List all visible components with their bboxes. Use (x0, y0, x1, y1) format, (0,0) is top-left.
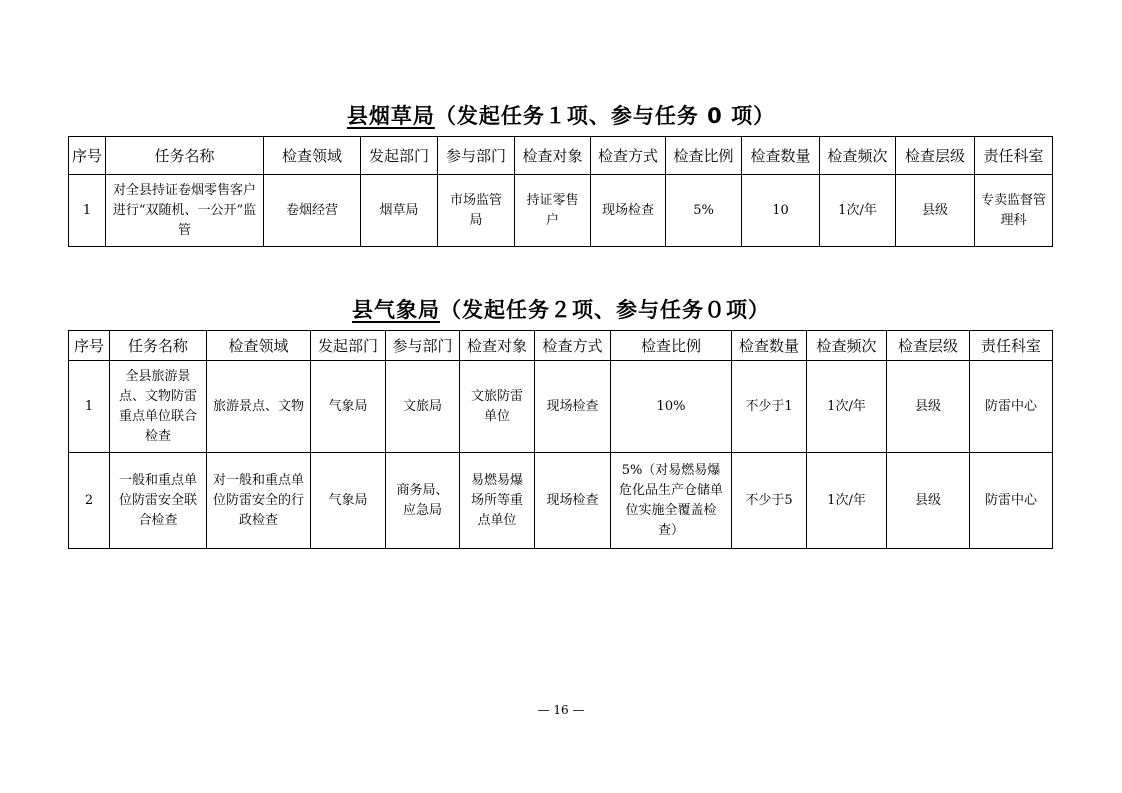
cell-target: 文旅防雷单位 (460, 361, 535, 453)
cell-ratio: 5% (666, 175, 742, 247)
cell-initiator: 烟草局 (361, 175, 438, 247)
header-quantity: 检查数量 (742, 137, 820, 175)
section-title-meteorology (0, 294, 1122, 324)
cell-level: 县级 (896, 175, 975, 247)
header-index: 序号 (69, 331, 110, 361)
table-row (69, 175, 1053, 247)
cell-participant: 市场监管局 (438, 175, 515, 247)
cell-target: 持证零售户 (515, 175, 591, 247)
cell-task-name: 全县旅游景点、文物防雷重点单位联合检查 (110, 361, 207, 453)
cell-field: 卷烟经营 (264, 175, 361, 247)
page-number: — 16 — (537, 703, 585, 717)
section-title-name: 县烟草局 (346, 104, 435, 128)
meteorology-task-table (68, 330, 1053, 549)
header-field: 检查领域 (264, 137, 361, 175)
cell-task-name: 一般和重点单位防雷安全联合检查 (110, 453, 207, 549)
cell-level: 县级 (887, 361, 970, 453)
cell-level: 县级 (887, 453, 970, 549)
header-target: 检查对象 (515, 137, 591, 175)
header-method: 检查方式 (535, 331, 611, 361)
cell-frequency: 1次/年 (820, 175, 896, 247)
cell-frequency: 1次/年 (807, 453, 887, 549)
header-level: 检查层级 (887, 331, 970, 361)
header-index: 序号 (69, 137, 106, 175)
cell-quantity: 不少于1 (732, 361, 807, 453)
cell-department: 防雷中心 (970, 453, 1053, 549)
cell-ratio: 5%（对易燃易爆危化品生产仓储单位实施全覆盖检查） (611, 453, 732, 549)
table-row (69, 361, 1053, 453)
header-frequency: 检查频次 (820, 137, 896, 175)
cell-department: 专卖监督管理科 (975, 175, 1053, 247)
header-target: 检查对象 (460, 331, 535, 361)
cell-method: 现场检查 (535, 453, 611, 549)
header-level: 检查层级 (896, 137, 975, 175)
tobacco-task-table (68, 136, 1053, 247)
cell-ratio: 10% (611, 361, 732, 453)
cell-target: 易燃易爆场所等重点单位 (460, 453, 535, 549)
cell-participant: 文旅局 (386, 361, 460, 453)
section-title-suffix: （发起任务２项、参与任务０项） (440, 298, 770, 322)
cell-initiator: 气象局 (311, 361, 386, 453)
header-participant: 参与部门 (438, 137, 515, 175)
cell-field: 对一般和重点单位防雷安全的行政检查 (207, 453, 311, 549)
cell-index: 1 (69, 175, 106, 247)
cell-index: 2 (69, 453, 110, 549)
cell-participant: 商务局、应急局 (386, 453, 460, 549)
header-frequency: 检查频次 (807, 331, 887, 361)
cell-frequency: 1次/年 (807, 361, 887, 453)
cell-task-name: 对全县持证卷烟零售客户进行“双随机、一公开”监管 (106, 175, 264, 247)
header-task-name: 任务名称 (110, 331, 207, 361)
table-header-row (69, 137, 1053, 175)
header-department: 责任科室 (970, 331, 1053, 361)
header-initiator: 发起部门 (311, 331, 386, 361)
header-task-name: 任务名称 (106, 137, 264, 175)
header-field: 检查领域 (207, 331, 311, 361)
section-title-tobacco (0, 100, 1122, 130)
table-row (69, 453, 1053, 549)
cell-index: 1 (69, 361, 110, 453)
section-title-name: 县气象局 (352, 298, 440, 322)
header-method: 检查方式 (591, 137, 666, 175)
cell-quantity: 不少于5 (732, 453, 807, 549)
header-ratio: 检查比例 (611, 331, 732, 361)
header-quantity: 检查数量 (732, 331, 807, 361)
header-ratio: 检查比例 (666, 137, 742, 175)
header-participant: 参与部门 (386, 331, 460, 361)
cell-field: 旅游景点、文物 (207, 361, 311, 453)
cell-method: 现场检查 (535, 361, 611, 453)
table-header-row (69, 331, 1053, 361)
cell-quantity: 10 (742, 175, 820, 247)
header-department: 责任科室 (975, 137, 1053, 175)
cell-department: 防雷中心 (970, 361, 1053, 453)
section-title-suffix: （发起任务１项、参与任务 0 项） (434, 104, 776, 128)
cell-method: 现场检查 (591, 175, 666, 247)
cell-initiator: 气象局 (311, 453, 386, 549)
header-initiator: 发起部门 (361, 137, 438, 175)
